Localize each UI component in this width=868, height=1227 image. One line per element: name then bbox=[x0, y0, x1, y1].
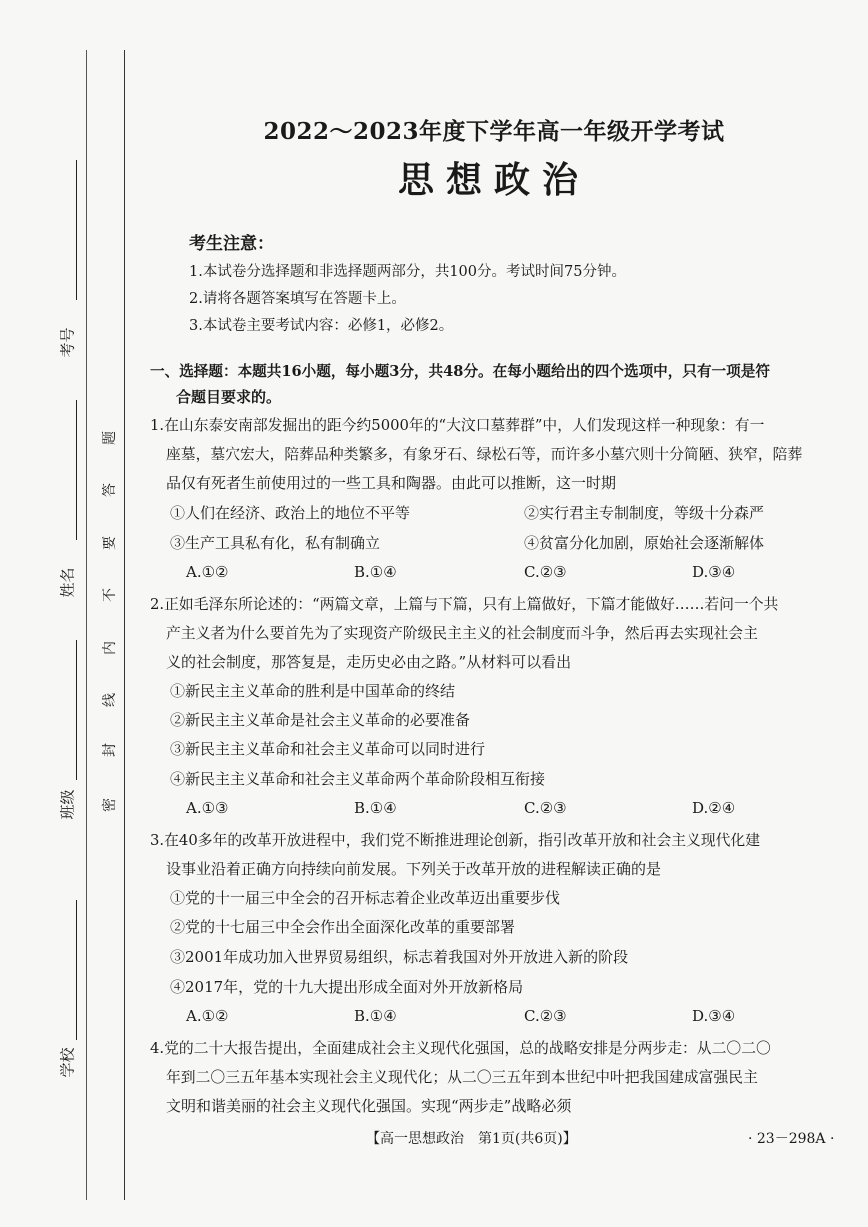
question-2-text: 2.正如毛泽东所论述的：“两篇文章，上篇与下篇，只有上篇做好，下篇才能做好……若问一个共 bbox=[150, 596, 779, 613]
question-1-text: 座墓，墓穴宏大，陪葬品种类繁多，有象牙石、绿松石等，而许多小墓穴则十分简陋、狭窄，陪葬 bbox=[166, 446, 803, 463]
q2-option-c[interactable]: C.②③ bbox=[524, 799, 567, 817]
q1-statement: ③生产工具私有化，私有制确立 bbox=[170, 534, 381, 552]
class-label: 班级 bbox=[58, 789, 77, 820]
question-2-text: 义的社会制度，那答复是，走历史必由之路。”从材料可以看出 bbox=[166, 653, 572, 671]
q1-option-c[interactable]: C.②③ bbox=[524, 563, 567, 581]
school-label: 学校 bbox=[58, 1047, 77, 1078]
question-3-text: 设事业沿着正确方向持续向前发展。下列关于改革开放的进程解读正确的是 bbox=[166, 860, 662, 878]
notice-item: 3.本试卷主要考试内容：必修1，必修2。 bbox=[189, 318, 454, 334]
seal-char: 线 bbox=[102, 693, 118, 707]
question-1-text: 品仅有死者生前使用过的一些工具和陶器。由此可以推断，这一时期 bbox=[166, 474, 617, 492]
name-fill-line bbox=[76, 400, 77, 540]
question-4-text: 4.党的二十大报告提出，全面建成社会主义现代化强国，总的战略安排是分两步走：从二〇二〇 bbox=[150, 1040, 771, 1057]
paper-code: · 23－298A · bbox=[748, 1131, 835, 1147]
seal-char: 密 bbox=[102, 798, 118, 812]
q1-statement: ④贫富分化加剧，原始社会逐渐解体 bbox=[524, 534, 765, 552]
section-heading-cont: 合题目要求的。 bbox=[176, 388, 282, 406]
question-4-text: 文明和谐美丽的社会主义现代化强国。实现“两步走”战略必须 bbox=[166, 1097, 572, 1115]
seal-char: 内 bbox=[102, 641, 118, 655]
seal-char: 不 bbox=[102, 588, 118, 602]
notice-item: 1.本试卷分选择题和非选择题两部分，共100分。考试时间75分钟。 bbox=[189, 264, 626, 280]
q3-statement: ④2017年，党的十九大提出形成全面对外开放新格局 bbox=[170, 978, 524, 996]
margin-inner-line bbox=[86, 50, 87, 1200]
exam-title: 2022～2023年度下学年高一年级开学考试 bbox=[263, 118, 725, 145]
page-footer: 【高一思想政治 第1页(共6页)】 bbox=[366, 1131, 577, 1147]
seal-char: 要 bbox=[102, 536, 118, 550]
q3-statement: ①党的十一届三中全会的召开标志着企业改革迈出重要步伐 bbox=[170, 889, 561, 907]
seal-char: 题 bbox=[102, 431, 118, 445]
question-1-text: 1.在山东泰安南部发掘出的距今约5000年的“大汶口墓葬群”中，人们发现这样一种现象：有一 bbox=[150, 417, 765, 434]
section-heading: 一、选择题：本题共16小题，每小题3分，共48分。在每小题给出的四个选项中，只有一项是符 bbox=[150, 363, 770, 380]
q2-statement: ②新民主主义革命是社会主义革命的必要准备 bbox=[170, 711, 471, 729]
q3-option-a[interactable]: A.①② bbox=[186, 1007, 229, 1025]
q3-statement: ②党的十七届三中全会作出全面深化改革的重要部署 bbox=[170, 918, 516, 936]
exam-no-label: 考号 bbox=[58, 327, 77, 358]
name-label: 姓名 bbox=[58, 567, 77, 598]
school-fill-line bbox=[76, 900, 77, 1040]
q2-statement: ③新民主主义革命和社会主义革命可以同时进行 bbox=[170, 740, 486, 758]
q3-option-c[interactable]: C.②③ bbox=[524, 1007, 567, 1025]
question-2-text: 产主义者为什么要首先为了实现资产阶级民主主义的社会制度而斗争，然后再去实现社会主 bbox=[166, 625, 758, 642]
q3-option-b[interactable]: B.①④ bbox=[354, 1007, 397, 1025]
margin-border-line bbox=[124, 50, 125, 1200]
q2-option-b[interactable]: B.①④ bbox=[354, 799, 397, 817]
class-fill-line bbox=[76, 640, 77, 780]
q2-statement: ①新民主主义革命的胜利是中国革命的终结 bbox=[170, 682, 456, 700]
question-3-text: 3.在40多年的改革开放进程中，我们党不断推进理论创新，指引改革开放和社会主义现代化建 bbox=[150, 832, 761, 849]
seal-char: 封 bbox=[102, 743, 118, 757]
notice-heading: 考生注意： bbox=[189, 234, 274, 254]
seal-char: 答 bbox=[102, 483, 118, 497]
q3-statement: ③2001年成功加入世界贸易组织，标志着我国对外开放进入新的阶段 bbox=[170, 948, 629, 966]
q3-option-d[interactable]: D.③④ bbox=[692, 1007, 736, 1025]
q1-statement: ②实行君主专制制度，等级十分森严 bbox=[524, 504, 765, 522]
q1-option-a[interactable]: A.①② bbox=[186, 563, 229, 581]
q1-option-d[interactable]: D.③④ bbox=[692, 563, 736, 581]
subject-title: 思想政治 bbox=[397, 159, 590, 201]
q1-statement: ①人们在经济、政治上的地位不平等 bbox=[170, 504, 411, 522]
q2-statement: ④新民主主义革命和社会主义革命两个革命阶段相互衔接 bbox=[170, 770, 546, 788]
q2-option-a[interactable]: A.①③ bbox=[186, 799, 229, 817]
notice-item: 2.请将各题答案填写在答题卡上。 bbox=[189, 291, 406, 307]
q2-option-d[interactable]: D.②④ bbox=[692, 799, 736, 817]
question-4-text: 年到二〇三五年基本实现社会主义现代化；从二〇三五年到本世纪中叶把我国建成富强民主 bbox=[166, 1069, 758, 1086]
q1-option-b[interactable]: B.①④ bbox=[354, 563, 397, 581]
